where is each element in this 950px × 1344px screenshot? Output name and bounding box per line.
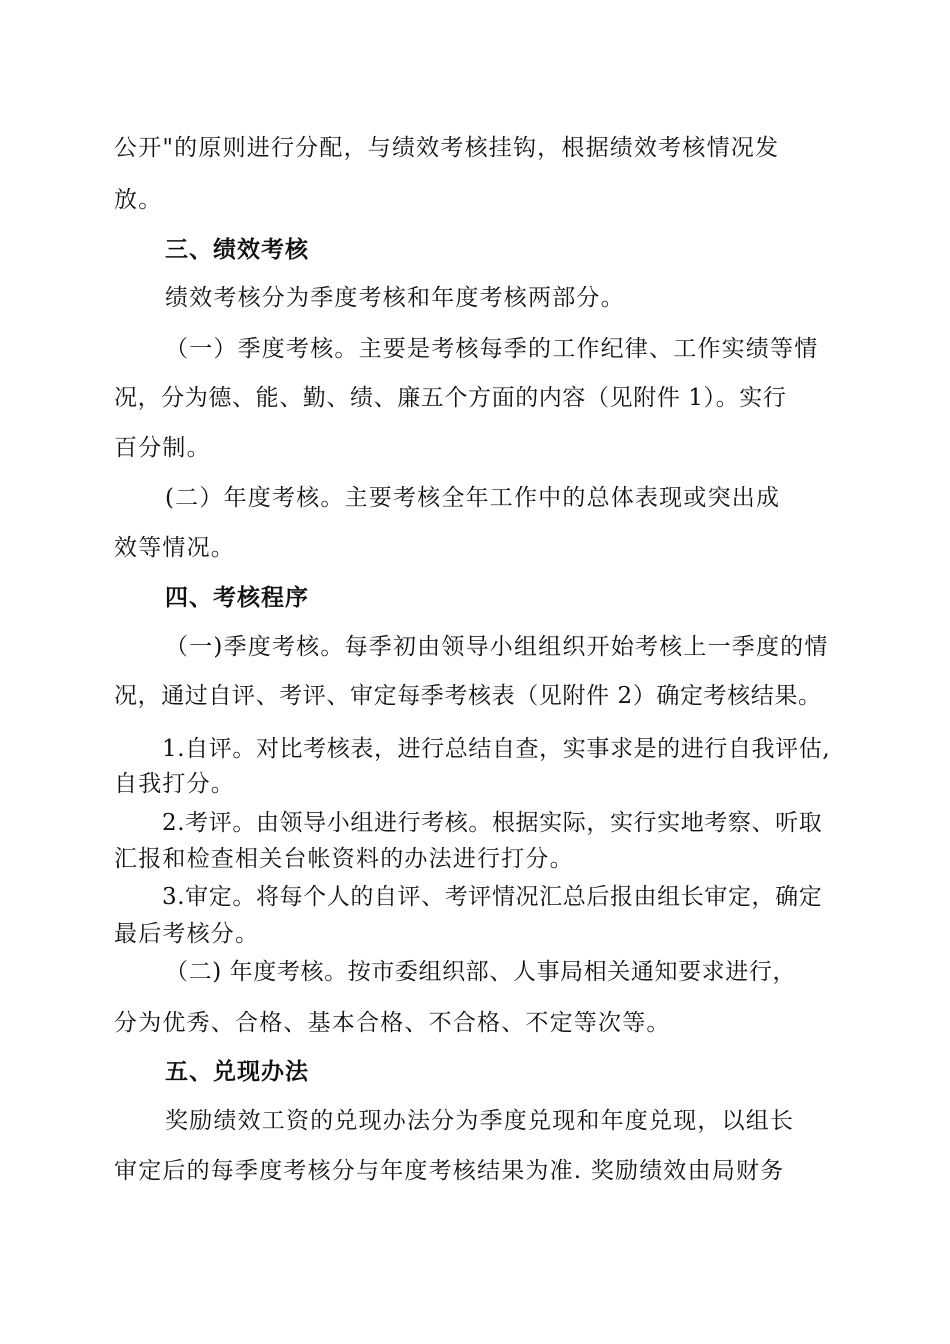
paragraph-line: 况，分为德、能、勤、绩、廉五个方面的内容（见附件 1）。实行: [114, 385, 787, 411]
section-heading: 五、兑现办法: [165, 1059, 309, 1085]
paragraph-line: (二）年度考核。主要考核全年工作中的总体表现或突出成: [165, 485, 781, 511]
section-heading: 四、考核程序: [165, 585, 309, 611]
paragraph-line: （二) 年度考核。按市委组织部、人事局相关通知要求进行，: [165, 959, 797, 985]
paragraph-line: 1.自评。对比考核表，进行总结自查，实事求是的进行自我评估,: [162, 736, 831, 762]
paragraph-line: 公开"的原则进行分配，与绩效考核挂钩，根据绩效考核情况发: [114, 135, 780, 161]
paragraph-line: 自我打分。: [114, 771, 235, 797]
paragraph-line: （一）季度考核。主要是考核每季的工作纪律、工作实绩等情: [165, 336, 819, 362]
paragraph-line: 绩效考核分为季度考核和年度考核两部分。: [165, 285, 625, 311]
paragraph-line: 汇报和检查相关台帐资料的办法进行打分。: [114, 846, 574, 872]
paragraph-line: 奖励绩效工资的兑现办法分为季度兑现和年度兑现，以组长: [165, 1108, 795, 1134]
paragraph-line: 3.审定。将每个人的自评、考评情况汇总后报由组长审定，确定: [162, 884, 823, 910]
paragraph-line: 最后考核分。: [114, 921, 260, 947]
paragraph-line: 况，通过自评、考评、审定每季考核表（见附件 2）确定考核结果。: [114, 683, 822, 709]
paragraph-line: 审定后的每季度考核分与年度考核结果为准. 奖励绩效由局财务: [114, 1158, 785, 1184]
paragraph-line: 2.考评。由领导小组进行考核。根据实际，实行实地考察、听取: [162, 810, 823, 836]
paragraph-line: 放。: [114, 187, 163, 213]
paragraph-line: 百分制。: [114, 435, 211, 461]
section-heading: 三、绩效考核: [165, 237, 309, 263]
paragraph-line: 效等情况。: [114, 535, 235, 561]
paragraph-line: 分为优秀、合格、基本合格、不合格、不定等次等。: [114, 1010, 671, 1036]
paragraph-line: （一)季度考核。每季初由领导小组组织开始考核上一季度的情: [165, 634, 829, 660]
